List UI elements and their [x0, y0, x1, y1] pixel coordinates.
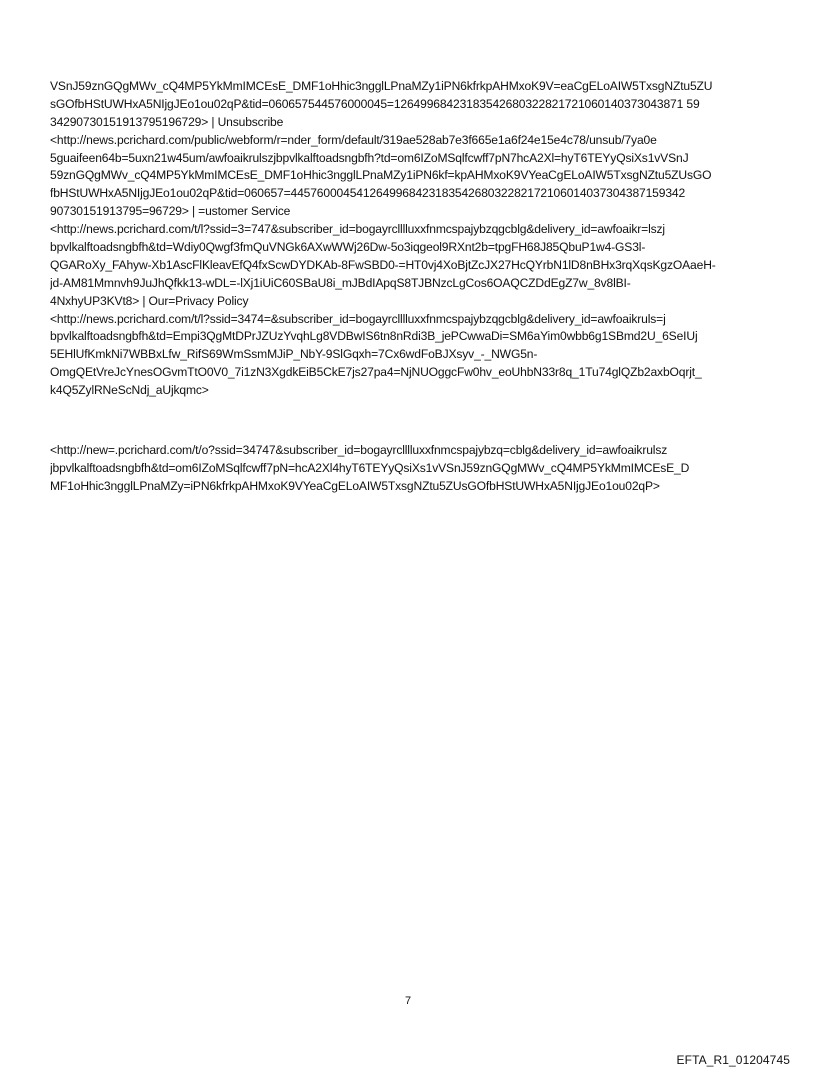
text-line: 5guaifeen64b=5uxn21w45um/awfoaikrulszjbpvlkalftoadsngbfh?td=om6IZoMSqlfcwff7pN7hcA2Xl=hyT6TEYyQsiXs1vVSnJ [50, 150, 689, 165]
text-line: MF1oHhic3ngglLPnaMZy=iPN6kfrkpAHMxoK9VYeaCgELoAIW5TxsgNZtu5ZUsGOfbHStUWHxA5NIjgJEo1ou02qP> [50, 478, 660, 493]
text-line: <http://news.pcrichard.com/t/l?ssid=3=747&subscriber_id=bogayrclllluxxfnmcspajybzqgcblg&delivery_id=awfoaikr=lszj [50, 222, 665, 237]
text-line: sGOfbHStUWHxA5NIjgJEo1ou02qP&tid=060657544576000045=12649968423183542680322821721060140373043871 59 [50, 96, 700, 111]
tracking-pixel-link-block [50, 442, 774, 496]
text-line: bpvlkalftoadsngbfh&td=Wdiy0Qwgf3fmQuVNGk6AXwWWj26Dw-5o3iqgeol9RXnt2b=tpgFH68J85QbuP1w4-GS3l- [50, 240, 646, 255]
text-line: VSnJ59znGQgMWv_cQ4MP5YkMmIMCEsE_DMF1oHhic3ngglLPnaMZy1iPN6kfrkpAHMxoK9V=eaCgELoAIW5TxsgNZtu5ZU [50, 79, 713, 93]
text-line: k4Q5ZylRNeScNdj_aUjkqmc> [50, 383, 209, 398]
text-line: 5EHlUfKmkNi7WBBxLfw_RifS69WmSsmMJiP_NbY-9SlGqxh=7Cx6wdFoBJXsyv_-_NWG5n- [50, 347, 538, 362]
text-line: jd-AM81Mmnvh9JuJhQfkk13-wDL=-lXj1iUiC60SBaU8i_mJBdIApqS8TJBNzcLgCos6OAQCZDdEgZ7w_8v8lBI- [50, 275, 631, 290]
document-id: EFTA_R1_01204745 [676, 1053, 790, 1067]
text-line: fbHStUWHxA5NIjgJEo1ou02qP&tid=060657=445760004541264996842318354268032282172106014037304387159342 [50, 186, 686, 201]
text-line: QGARoXy_FAhyw-Xb1AscFlKleavEfQ4fxScwDYDKAb-8FwSBD0-=HT0vj4XoBjtZcJX27HcQYrbN1lD8nBHx3rqXqsKgzOAaeH- [50, 257, 716, 272]
page-number: 7 [404, 995, 412, 1007]
text-line: OmgQEtVreJcYnesOGvmTtO0V0_7i1zN3XgdkEiB5CkE7js27pa4=NjNUOggcFw0hv_eoUhbN33r8q_1Tu74glQZb2axbOqrjt_ [50, 365, 702, 380]
text-line: 34290730151913795196729> | Unsubscribe [50, 114, 284, 129]
text-line: <http://new=.pcrichard.com/t/o?ssid=34747&subscriber_id=bogayrclllluxxfnmcspajybzq=cblg&delivery_id=awfoaikrulsz [50, 443, 668, 457]
text-line: jbpvlkalftoadsngbfh&td=om6IZoMSqlfcwff7pN=hcA2Xl4hyT6TEYyQsiXs1vVSnJ59znGQgMWv_cQ4MP5YkMmIMCEsE_D [50, 460, 690, 475]
text-line: 4NxhyUP3KVt8> | Our=Privacy Policy [50, 293, 249, 308]
text-line: 59znGQgMWv_cQ4MP5YkMmIMCEsE_DMF1oHhic3ngglLPnaMZy1iPN6kf=kpAHMxoK9VYeaCgELoAIW5TxsgNZtu5ZUsGO [50, 168, 712, 183]
text-line: <http://news.pcrichard.com/public/webform/r=nder_form/default/319ae528ab7e3f665e1a6f24e15e4c78/unsub/7ya0e [50, 132, 657, 147]
email-footer-links-block [50, 78, 774, 400]
text-line: <http://news.pcrichard.com/t/l?ssid=3474=&subscriber_id=bogayrclllluxxfnmcspajybzqgcblg&delivery_id=awfoaikruls=j [50, 311, 666, 326]
text-line: 90730151913795=96729> | =ustomer Service [50, 204, 291, 219]
text-line: bpvlkalftoadsngbfh&td=Empi3QgMtDPrJZUzYvqhLg8VDBwIS6tn8nRdi3B_jePCwwaDi=SM6aYim0wbb6g1SBmd2U_6SeIUj [50, 329, 698, 344]
